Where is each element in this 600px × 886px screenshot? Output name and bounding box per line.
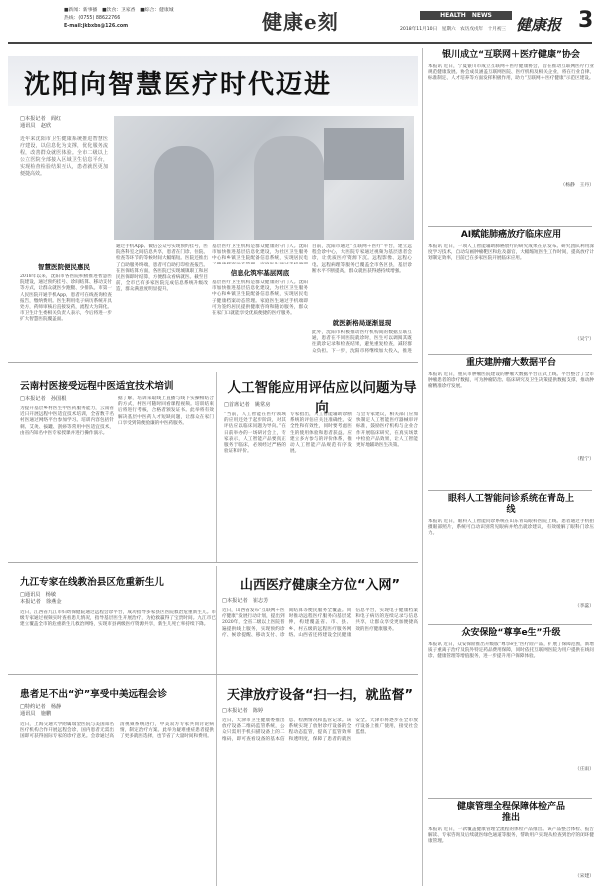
jiujiang-body: 近日，江西省九江市妇幼保健院通过远程会诊平台，成功指导多家县区医院救治危重新生儿。市级专家通过视频实时查看患儿情况，指导基层医生开展治疗，为抢救赢得了宝贵时间。九江市已建立覆盖全市的危重新生儿救治网络，实现市县两级医疗资源共享，新生儿死亡率持续下降。	[20, 610, 216, 628]
right-body-6: 本报讯 近日，一款覆盖健康管理全流程的体检产品推出。该产品整合体检、报告解读、专家咨询及后续就医绿色通道等服务，帮助用户实现从检查到治疗的闭环健康管理。	[428, 827, 594, 845]
right-headline-3: 重庆建肿瘤大数据平台	[465, 358, 556, 368]
main-body-3-top: 基层医疗卫生机构是群众健康的守门人。沈阳市加快推进基层信息化建设，为社区卫生服务中心和乡镇卫生院配备信息系统，实现居民电	[212, 244, 308, 262]
shanghai-byline: □特约记者 杨静 通讯员 施鹏	[20, 704, 62, 717]
date-line: 2018年11月10日 星期六 农历戊戌年 十月初三	[400, 27, 507, 32]
right-byline-4: （李蕊）	[574, 604, 594, 609]
right-rule	[428, 624, 592, 625]
right-body-4: 本报讯 近日，眼科人工智能问诊系统在山东青岛眼科医院上线。患者通过手机拍摄眼部照片，系统可自动识别常见眼病并给出就诊建议，有效缓解了眼科门诊压力。	[428, 519, 594, 537]
yunnan-byline: □本报记者 孙国根	[20, 396, 67, 402]
right-rule	[428, 354, 592, 355]
shanghai-body: 近日，上海交通大学附属瑞金医院与美国知名医疗机构合作开展远程会诊，国内患者无需出国即可获得国际专家的诊疗意见。会诊通过高清视频系统进行，中美双方专家共同讨论病情，制定治疗方案。此举为疑难重症患者提供了更多就医选择，也节省了大量时间和费用。	[20, 722, 214, 740]
main-body-4-col: 目前，沈阳市通过“互联网＋医疗”平台，建立远程会诊中心，大医院专家通过视频为基层患者会诊，让优质医疗资源下沉。远程影像、远程心电、远程病理等服务已覆盖全市各区县，基层诊断水平不断提高，群众就医获得感持续增强。	[312, 244, 412, 274]
photo-screen	[324, 128, 404, 180]
ai-col-3: 与会专家建议，相关部门应加快制定人工智能医疗器械审评标准，鼓励医疗机构与企业合作开展临床研究，在真实场景中检验产品效果，让人工智能更好地辅助医生决策。	[356, 412, 418, 449]
section-rule	[8, 562, 418, 563]
main-subhead-2: 信息化筑牢基层网底	[230, 269, 290, 277]
right-body-2: 本报讯 近日，一项人工智能辅助肺癌放疗的研究成果在京发布。研究团队利用深度学习技术，自动勾画肿瘤靶区和危及器官，大幅缩短医生工作时间，提高放疗计划制定效率，目前已在多家医院开展临床应用。	[428, 244, 594, 262]
contact-line: 热线：(0755) 88622766	[64, 16, 121, 21]
jiujiang-headline: 九江专家在线教治县区危重新生儿	[20, 577, 164, 588]
main-body-2: 通过手机App、微信公众号实现预约挂号，医院各科室之间信息共享，患者在门诊、住院、检查等环节的等候时间大幅缩短。医院还推出了自助服务终端，患者可自助打印检查报告。在医保结算方面，各医院已实现城镇职工和居民医保即时结算，方便群众看病就医。截至目前，全市已有多家医院完成信息系统升级改造，群众满意度明显提升。	[116, 244, 208, 293]
right-article-4	[428, 494, 594, 610]
right-body-5: 本报讯 近日，众安保险推出升级版“尊享e生”医疗险产品，扩展了保障范围，新增质子重离子治疗及院外特定药品费用保障，同时依托互联网医院为用户提供在线问诊、健康管理等增值服务，进一步提升用户保障体验。	[428, 642, 594, 660]
section-rule	[8, 674, 418, 675]
jiujiang-byline: □通讯员 杨敏 本报记者 徐燕金	[20, 592, 62, 605]
page-number: 3	[578, 8, 594, 33]
photo-figure	[154, 146, 214, 240]
right-headline-2: AI赋能肺癌放疗临床应用	[460, 230, 562, 240]
right-byline-5: （庄雨）	[574, 767, 594, 772]
right-byline-1: （杨静 王丹）	[560, 183, 594, 188]
right-body-3: 本报讯 近日，重庆市肿瘤医院建设的肿瘤大数据平台正式上线。平台整合了全市肿瘤患者的诊疗数据，可为肿瘤防治、临床研究及卫生决策提供数据支撑，推动肿瘤精准诊疗发展。	[428, 372, 594, 390]
yunnan-col-1: 为提升基层乡村医生中医药服务能力，云南省近日开展远程中医适宜技术培训，全省数千名村医通过网络平台参加学习。培训内容包括针刺、艾灸、拔罐、刮痧等常用中医适宜技术，由省内知名中医专家授课并进行操作演示。	[20, 406, 114, 436]
shanghai-headline: 患者足不出“沪”享受中美远程会诊	[20, 689, 167, 700]
right-headline-5: 众安保险“尊享e生”升级	[461, 628, 561, 638]
main-body-3: 基层医疗卫生机构是群众健康的守门人。沈阳市加快推进基层信息化建设，为社区卫生服务中心和乡镇卫生院配备信息系统，实现居民电子健康档案动态管理。家庭医生通过手机端即可为签约居民提供健康咨询和随访服务，群众在家门口就能享受优质便捷的医疗服务。	[212, 280, 308, 317]
ai-col-1: “当前，人工智能在医疗领域的应用还处于起步阶段，对其评估应以临床问题为导向。”在日前举办的一场研讨会上，专家表示，人工智能产品要真正服务于临床，必须经过严格的验证和评价。	[224, 412, 286, 455]
masthead	[0, 0, 600, 46]
paper-name: 健康报	[516, 16, 562, 34]
yunnan-headline: 云南村医接受远程中医适宜技术培训	[20, 381, 174, 392]
main-photo	[114, 116, 414, 240]
right-headline-6: 健康管理全程保障体检产品推出	[456, 802, 565, 823]
main-headline: 沈阳向智慧医疗时代迈进	[24, 70, 333, 100]
ai-headline: 人工智能应用评估应以问题为导向	[227, 380, 417, 416]
right-article-1	[428, 50, 594, 189]
section-title: 健康e刻	[262, 10, 339, 34]
main-subhead-3: 就医新格局逐渐显现	[332, 319, 392, 327]
tianjin-byline: □本报记者 陈婷	[222, 708, 264, 714]
tianjin-body: 近日，天津市卫生健康委推出放疗设备二维码监管系统，公众只需用手机扫描设备上的二维码，即可查看设备的基本信息、检测情况和监管记录。该系统实现了放射诊疗设备的全程动态监管，提高了监管效率和透明度，保障了患者的就医安全。天津市将逐步在全市放疗设备上推广使用，接受社会监督。	[222, 718, 418, 742]
main-subhead-1: 智慧医院便民惠民	[38, 263, 90, 271]
column-divider	[216, 566, 217, 886]
right-byline-6: （宋建）	[574, 874, 594, 879]
contact-line: E-mail:jkbxbs@126.com	[64, 24, 129, 29]
ai-byline: □首席记者 姚常房	[224, 402, 271, 408]
right-article-3	[428, 358, 594, 463]
main-lead: 近年来沈阳市卫生健康系统推进智慧医疗建设，以信息化为支撑，优化服务流程，改善群众就医体验。全市二级以上公立医院全部接入区域卫生信息平台，实现检查检验结果互认，患者就医更加便捷高效。	[20, 136, 108, 177]
right-byline-3: （程宁）	[574, 457, 594, 462]
right-article-5	[428, 628, 594, 773]
column-divider	[216, 372, 217, 562]
right-headline-1: 银川成立“互联网＋医疗健康”协会	[442, 50, 580, 60]
ai-col-2: 专家指出，人工智能辅助诊断系统的评估应关注准确性、安全性和有效性，同时要考虑医生的使用体验和患者获益。应建立多方参与的评价体系，推动人工智能产品规范有序发展。	[290, 412, 352, 455]
right-body-1: 本报讯 近日，宁夏银川市成立互联网＋医疗健康协会，旨在推动互联网医疗行业规范健康发展。协会成员涵盖互联网医院、医疗机构及相关企业，将在行业自律、标准制定、人才培养等方面发挥积极作用，助力“互联网＋医疗健康”示范区建设。	[428, 64, 594, 82]
yunnan-col-2: 据了解，培训采取线上直播与线下实操相结合的方式，村医可随时回看课程视频。培训结束后将进行考核，合格者颁发证书。此举将有效解决基层中医药人才短缺问题，让群众在家门口享受到简便验廉的中医药服务。	[118, 396, 214, 426]
tianjin-headline: 天津放疗设备“扫一扫，就监督”	[226, 688, 414, 703]
main-body-5: 此外，沈阳市积极推动医疗机构间的数据互联互通，患者在不同医院就诊时，医生可以调阅其既往就诊记录和检查结果，避免重复检查，减轻群众负担。下一步，沈阳市将继续加大投入，推进	[312, 330, 412, 354]
shanxi-byline: □本报记者 崔志芳	[222, 598, 269, 604]
shanxi-headline: 山西医疗健康全方位“入网”	[239, 578, 401, 593]
right-column-divider	[422, 48, 423, 886]
main-byline: □本报记者 阎红 通讯员 赵欣	[20, 116, 62, 129]
right-article-2	[428, 230, 594, 343]
right-rule	[428, 490, 592, 491]
contact-line: ■新闻：新事播 ■饮食：卫家香 ■综合：健康城	[64, 8, 174, 13]
header-rule	[8, 42, 592, 44]
right-rule	[428, 798, 592, 799]
health-news-badge: HEALTH NEWS	[420, 11, 512, 20]
shanxi-body: 近日，山西省发布“互联网＋医疗健康”发展行动计划，提出到2020年，全省二级以上医院普遍提供线上服务，实现预约诊疗、候诊提醒、移动支付、诊间结算等便民服务全覆盖。同时推动远程医疗服务向基层延伸，构建覆盖省、市、县、乡、村五级的远程医疗服务网络。山西省还将建设全民健康信息平台，实现电子健康档案和电子病历的连续记录与信息共享，让群众享受更加便捷高效的医疗健康服务。	[222, 608, 418, 638]
main-body-1: 2018年以来，沈阳市各医院积极推进智慧医院建设，通过预约挂号、诊间结算、移动支付等方式，让群众就医少跑腿、少排队。市第一人民医院开通手机App，患者可在线查询检查报告，缴纳费用。医生利用电子病历系统开具处方，药师审核后直接发药，流程大为简化。市卫生计生委相关负责人表示，今后将进一步扩大智慧医院覆盖面。	[20, 274, 112, 323]
right-rule	[428, 226, 592, 227]
right-headline-4: 眼科人工智能问诊系统在青岛上线	[448, 494, 575, 515]
main-bottom-rule	[8, 362, 418, 363]
contact-lines	[64, 7, 214, 31]
photo-figure	[254, 136, 324, 240]
right-article-6	[428, 802, 594, 880]
right-byline-2: （吴宁）	[574, 337, 594, 342]
